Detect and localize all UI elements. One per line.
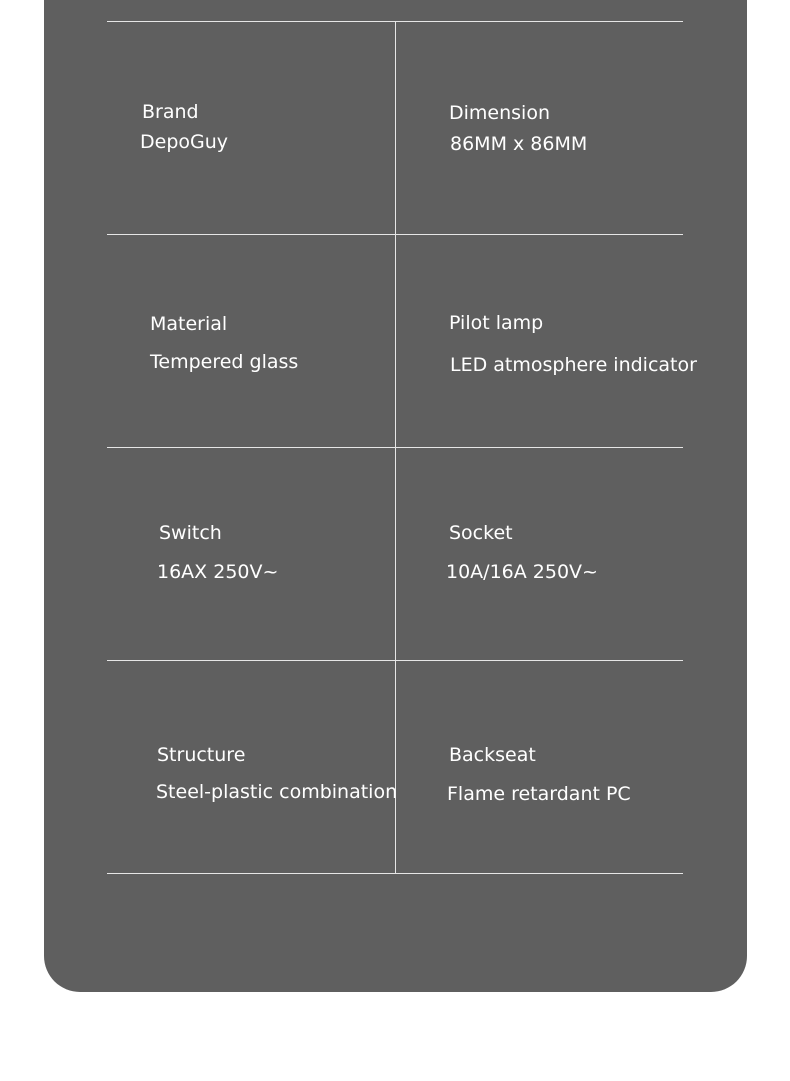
- spec-label: Switch: [159, 522, 222, 544]
- spec-label: Dimension: [449, 102, 550, 124]
- table-divider: [107, 873, 683, 874]
- spec-label: Pilot lamp: [449, 312, 544, 334]
- spec-value: 86MM x 86MM: [450, 133, 588, 155]
- spec-value: DepoGuy: [140, 131, 229, 153]
- spec-label: Structure: [157, 744, 246, 766]
- spec-value: LED atmosphere indicator: [450, 354, 697, 376]
- spec-value: Steel-plastic combination: [156, 781, 398, 803]
- spec-label: Brand: [142, 101, 199, 123]
- spec-label: Material: [150, 313, 228, 335]
- spec-value: 10A/16A 250V~: [446, 561, 598, 583]
- spec-value: Flame retardant PC: [447, 783, 631, 805]
- spec-label: Socket: [449, 522, 513, 544]
- spec-value: 16AX 250V~: [157, 561, 279, 583]
- spec-label: Backseat: [449, 744, 536, 766]
- table-column-divider: [395, 21, 396, 873]
- spec-value: Tempered glass: [150, 351, 299, 373]
